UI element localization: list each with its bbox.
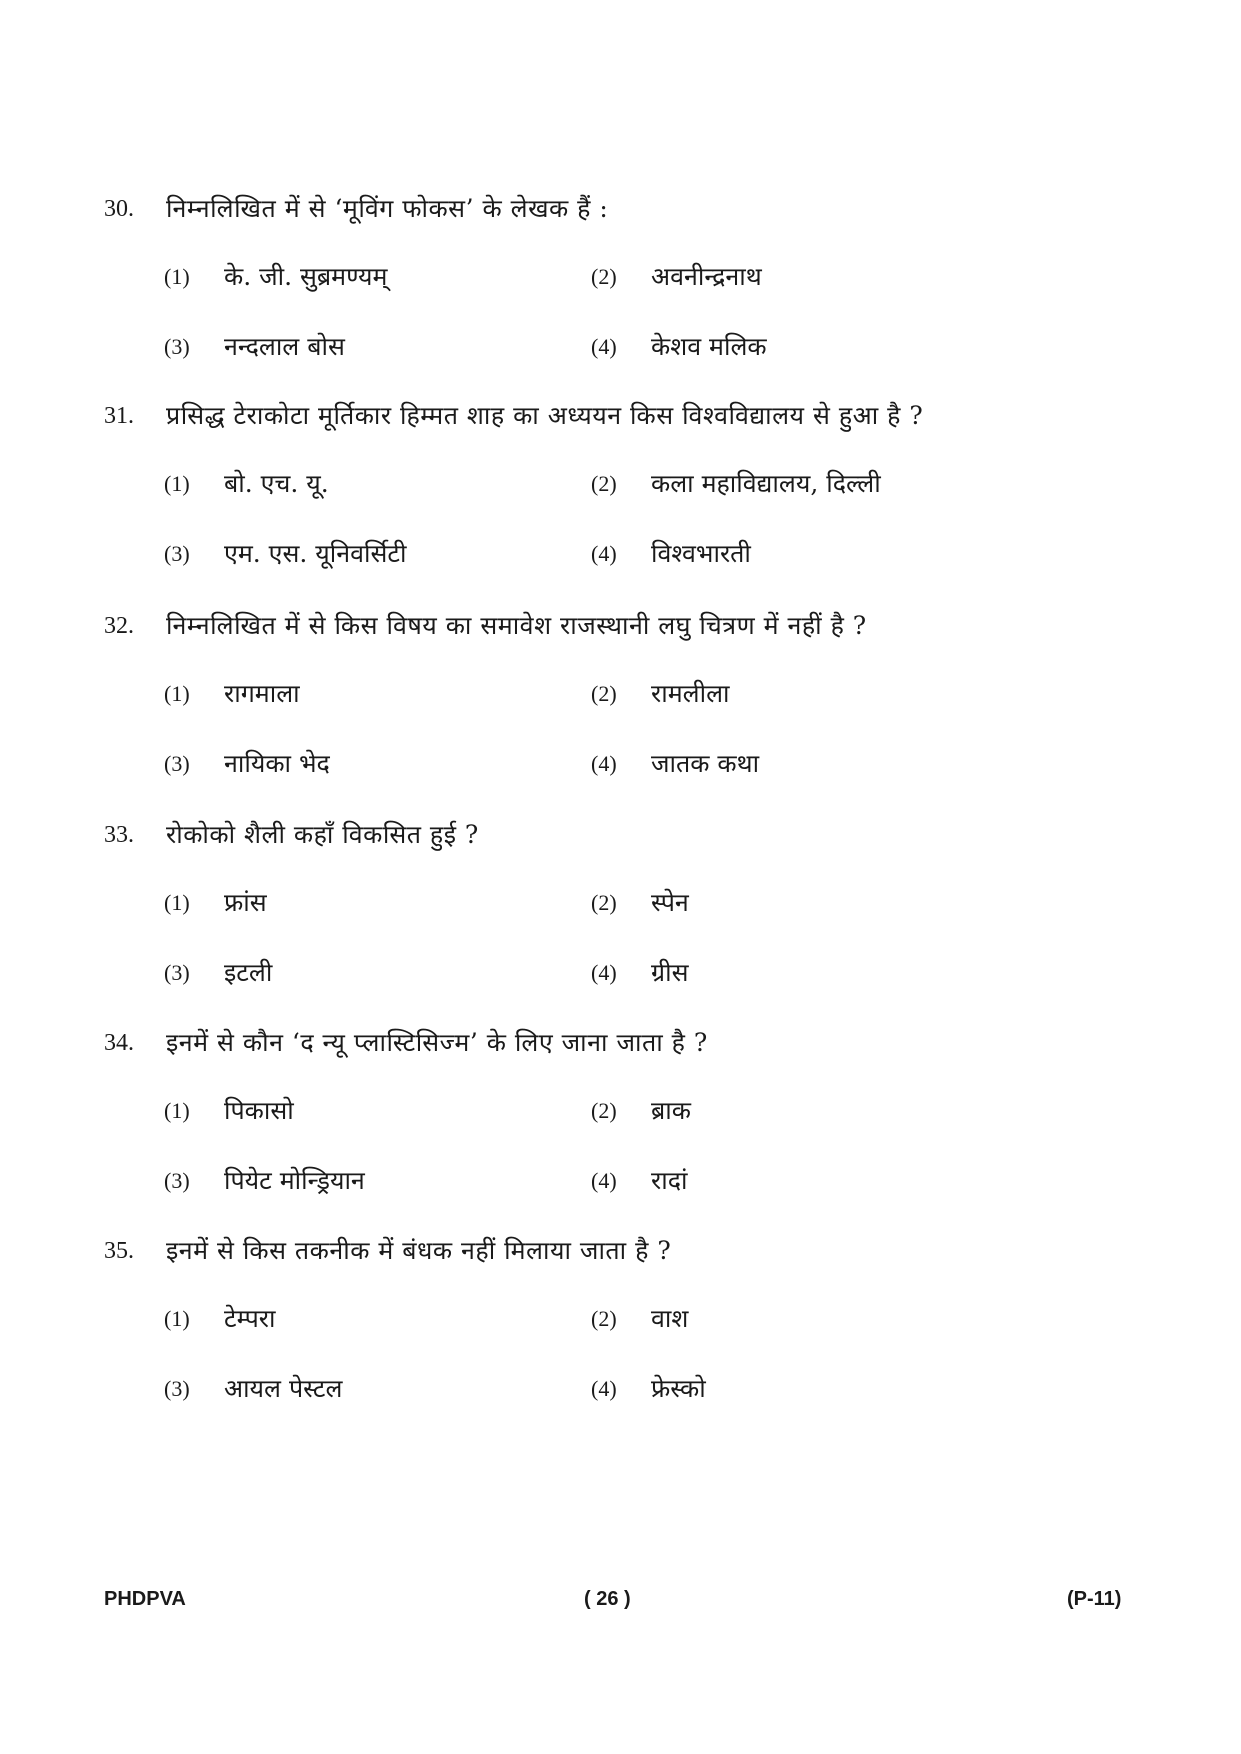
question-number: 32. bbox=[104, 613, 134, 639]
question-31 bbox=[104, 396, 1144, 574]
question-30 bbox=[104, 189, 1144, 367]
option-row bbox=[104, 327, 1144, 367]
question-number: 34. bbox=[104, 1030, 134, 1056]
option-text: नायिका भेद bbox=[224, 749, 330, 778]
option-text: कला महाविद्यालय, दिल्ली bbox=[651, 469, 881, 498]
option-number: (1) bbox=[164, 681, 190, 706]
option-number: (4) bbox=[591, 960, 617, 985]
question-line bbox=[104, 1231, 1144, 1271]
option-number: (4) bbox=[591, 751, 617, 776]
question-text: प्रसिद्ध टेराकोटा मूर्तिकार हिम्मत शाह का अध्ययन किस विश्वविद्यालय से हुआ है ? bbox=[166, 401, 924, 430]
set-code: (P-11) bbox=[1067, 1588, 1122, 1610]
option-text: रामलीला bbox=[651, 679, 730, 708]
option-text: पिकासो bbox=[224, 1096, 294, 1125]
option-row bbox=[104, 534, 1144, 574]
option-text: फ्रेस्को bbox=[651, 1374, 706, 1403]
option-number: (1) bbox=[164, 264, 190, 289]
option-row bbox=[104, 257, 1144, 297]
option-number: (3) bbox=[164, 541, 190, 566]
question-number: 35. bbox=[104, 1238, 134, 1264]
option-number: (1) bbox=[164, 1306, 190, 1331]
page-number: ( 26 ) bbox=[584, 1588, 631, 1610]
option-number: (3) bbox=[164, 1376, 190, 1401]
question-line bbox=[104, 396, 1144, 436]
question-number: 31. bbox=[104, 403, 134, 429]
question-33 bbox=[104, 815, 1144, 993]
option-number: (2) bbox=[591, 681, 617, 706]
option-text: केशव मलिक bbox=[651, 332, 767, 361]
option-text: अवनीन्द्रनाथ bbox=[651, 262, 762, 291]
question-text: निम्नलिखित में से किस विषय का समावेश राजस्थानी लघु चित्रण में नहीं है ? bbox=[166, 611, 867, 640]
option-number: (4) bbox=[591, 541, 617, 566]
option-text: विश्वभारती bbox=[651, 539, 751, 568]
question-line bbox=[104, 1023, 1144, 1063]
question-text: इनमें से किस तकनीक में बंधक नहीं मिलाया जाता है ? bbox=[166, 1236, 672, 1265]
option-number: (2) bbox=[591, 890, 617, 915]
question-number: 33. bbox=[104, 822, 134, 848]
question-line bbox=[104, 189, 1144, 229]
option-text: रादां bbox=[651, 1166, 688, 1195]
option-text: आयल पेस्टल bbox=[224, 1374, 343, 1403]
question-35 bbox=[104, 1231, 1144, 1409]
option-number: (4) bbox=[591, 1376, 617, 1401]
option-text: टेम्परा bbox=[224, 1304, 276, 1333]
option-number: (1) bbox=[164, 471, 190, 496]
option-text: ग्रीस bbox=[651, 958, 689, 987]
option-number: (4) bbox=[591, 1168, 617, 1193]
option-number: (1) bbox=[164, 890, 190, 915]
question-line bbox=[104, 606, 1144, 646]
option-number: (3) bbox=[164, 960, 190, 985]
option-text: नन्दलाल बोस bbox=[224, 332, 345, 361]
option-row bbox=[104, 1161, 1144, 1201]
option-number: (3) bbox=[164, 751, 190, 776]
option-text: एम. एस. यूनिवर्सिटी bbox=[224, 539, 407, 568]
option-number: (2) bbox=[591, 1306, 617, 1331]
question-text: निम्नलिखित में से ‘मूविंग फोकस’ के लेखक हैं : bbox=[166, 194, 609, 223]
option-number: (4) bbox=[591, 334, 617, 359]
option-row bbox=[104, 953, 1144, 993]
option-text: बो. एच. यू. bbox=[224, 469, 329, 498]
question-number: 30. bbox=[104, 196, 134, 222]
option-text: पियेट मोन्ड्रियान bbox=[224, 1166, 365, 1195]
paper-code: PHDPVA bbox=[104, 1588, 186, 1610]
question-32 bbox=[104, 606, 1144, 784]
option-text: रागमाला bbox=[224, 679, 300, 708]
option-row bbox=[104, 1369, 1144, 1409]
question-text: इनमें से कौन ‘द न्यू प्लास्टिसिज्म’ के लिए जाना जाता है ? bbox=[166, 1028, 708, 1057]
option-text: के. जी. सुब्रमण्यम् bbox=[224, 262, 388, 291]
option-number: (2) bbox=[591, 1098, 617, 1123]
option-text: स्पेन bbox=[651, 888, 689, 917]
question-text: रोकोको शैली कहाँ विकसित हुई ? bbox=[166, 820, 479, 849]
option-number: (2) bbox=[591, 471, 617, 496]
option-number: (1) bbox=[164, 1098, 190, 1123]
option-row bbox=[104, 1299, 1144, 1339]
option-row bbox=[104, 1091, 1144, 1131]
option-text: फ्रांस bbox=[224, 888, 267, 917]
option-row bbox=[104, 464, 1144, 504]
option-number: (3) bbox=[164, 334, 190, 359]
option-row bbox=[104, 883, 1144, 923]
option-number: (3) bbox=[164, 1168, 190, 1193]
question-34 bbox=[104, 1023, 1144, 1201]
option-row bbox=[104, 674, 1144, 714]
option-number: (2) bbox=[591, 264, 617, 289]
option-text: इटली bbox=[224, 958, 273, 987]
option-row bbox=[104, 744, 1144, 784]
option-text: ब्राक bbox=[651, 1096, 691, 1125]
question-line bbox=[104, 815, 1144, 855]
option-text: वाश bbox=[651, 1304, 689, 1333]
option-text: जातक कथा bbox=[651, 749, 760, 778]
